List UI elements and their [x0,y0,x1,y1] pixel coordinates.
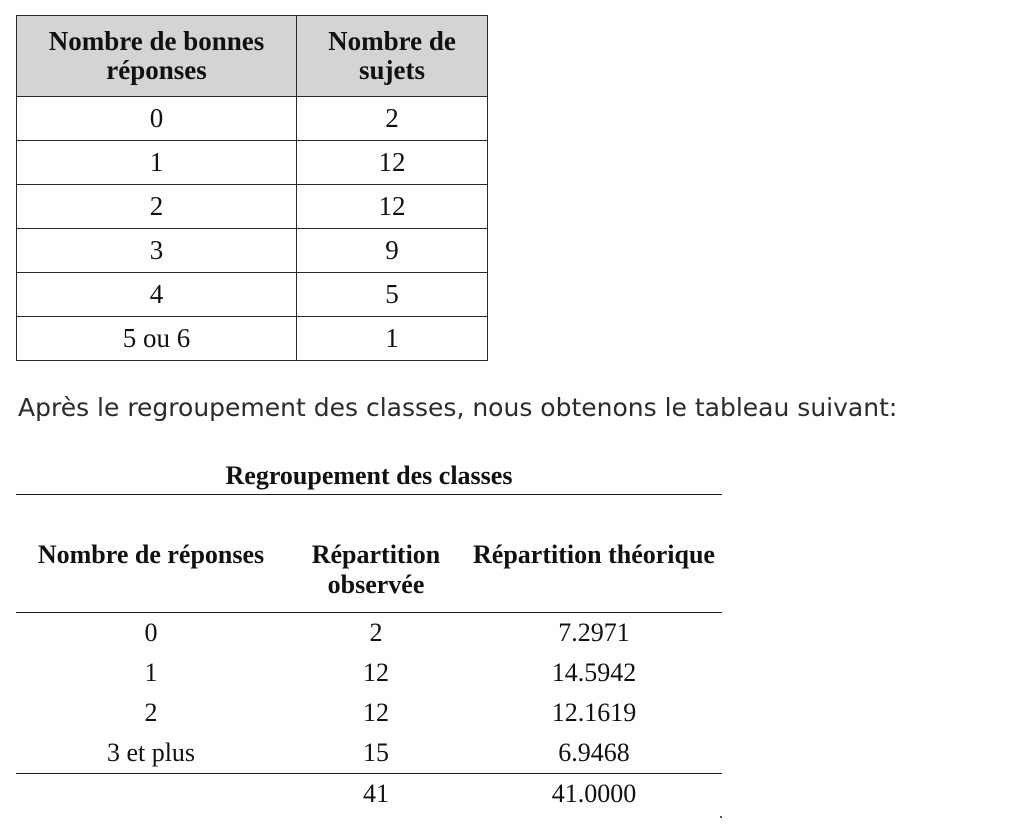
cell-sujets: 12 [297,185,488,229]
table-header-row [16,540,722,613]
table-row [17,229,488,273]
table-row [17,317,488,361]
cell-theorique: 6.9468 [466,733,722,774]
cell-total-theorique: 41.0000 [551,779,637,808]
header-nombre-reponses: Nombre de réponses [16,540,286,613]
cell-theorique: 12.1619 [551,698,637,727]
cell-nombre-reponses: 1 [144,658,158,687]
cell-observee: 12 [363,658,389,687]
cell-bonnes-reponses: 1 [17,141,297,185]
intro-sentence: Après le regroupement des classes, nous obtenons le tableau suivant: [18,393,898,422]
table-row [17,185,488,229]
header-repartition-observee: Répartition observée [286,540,466,613]
header-nombre-bonnes-reponses: Nombre de bonnes réponses [17,16,297,97]
table-bonnes-reponses [16,15,488,361]
table-top-rule [16,494,722,495]
header-repartition-theorique: Répartition théorique [466,540,722,613]
header-nombre-sujets: Nombre de sujets [297,16,488,97]
cell-sujets: 2 [297,97,488,141]
cell-nombre-reponses: 3 et plus [16,733,286,774]
cell-bonnes-reponses: 5 ou 6 [17,317,297,361]
totals-row [16,774,722,815]
cell-observee: 12 [363,698,389,727]
table-row [17,273,488,317]
cell-bonnes-reponses: 3 [17,229,297,273]
cell-bonnes-reponses: 4 [17,273,297,317]
table-title-regroupement: Regroupement des classes [225,461,513,490]
cell-sujets: 5 [297,273,488,317]
cell-bonnes-reponses: 0 [17,97,297,141]
table-row [16,653,722,693]
cell-sujets: 12 [297,141,488,185]
cell-observee: 2 [369,618,383,647]
cell-sujets: 9 [297,229,488,273]
cell-total-observee: 41 [363,779,389,808]
cell-total-label [16,774,286,815]
cell-bonnes-reponses: 2 [17,185,297,229]
table-row [16,613,722,654]
cell-theorique: 7.2971 [558,618,630,647]
cell-observee: 15 [286,733,466,774]
cell-nombre-reponses: 0 [144,618,158,647]
table-row [16,733,722,774]
cell-nombre-reponses: 2 [144,698,158,727]
table-row [17,97,488,141]
table-row [17,141,488,185]
cell-theorique: 14.5942 [551,658,637,687]
table-regroupement-classes [16,540,722,814]
table-row [16,693,722,733]
table-header-row [17,16,488,97]
cell-sujets: 1 [297,317,488,361]
stray-dot [720,816,722,818]
